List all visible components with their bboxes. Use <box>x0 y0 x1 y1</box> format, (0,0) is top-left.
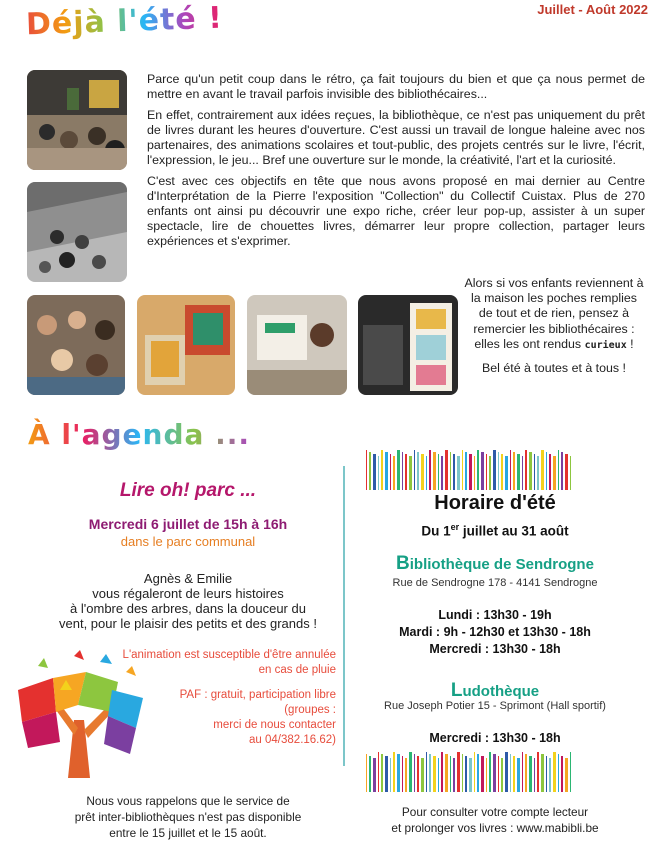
stripe <box>510 450 511 490</box>
toy-library-address: Rue Joseph Potier 15 - Sprimont (Hall sportif) <box>384 700 606 712</box>
photo-kids-3 <box>247 295 347 395</box>
stripe <box>429 450 431 490</box>
stripe <box>546 452 547 490</box>
stripe <box>493 754 496 792</box>
photo-kids-1-image <box>27 295 125 395</box>
photo-kids-4-image <box>358 295 458 395</box>
toy-library-name <box>360 680 630 702</box>
stripe <box>481 452 484 490</box>
stripe <box>474 456 475 490</box>
stripe <box>529 756 532 792</box>
stripe <box>486 758 487 792</box>
stripe <box>373 758 376 792</box>
library-hours-tuesday: Mardi : 9h - 12h30 et 13h30 - 18h <box>399 625 591 639</box>
stripe <box>421 454 424 490</box>
stripe <box>393 456 395 490</box>
library-hours <box>360 607 630 658</box>
stripe <box>477 754 479 792</box>
stripe <box>565 454 568 490</box>
stripe <box>366 450 367 490</box>
toy-library-hours: Mercredi : 13h30 - 18h <box>429 731 561 745</box>
stripe <box>505 752 508 792</box>
stripe <box>373 454 376 490</box>
stripe <box>433 452 436 490</box>
stripe <box>561 756 563 792</box>
stripe <box>390 454 391 490</box>
stripe <box>465 756 467 792</box>
stripe <box>553 752 556 792</box>
stripe <box>453 758 455 792</box>
toy-library-initial: L <box>450 680 463 701</box>
intro-paragraph-1: Parce qu'un petit coup dans le rétro, ça fait toujours du bien et que ça nous permet de mettre en avant le travail parfois invisible des bibliothécaires... <box>147 72 645 101</box>
stripe <box>397 754 400 792</box>
photo-kids-2-image <box>137 295 235 395</box>
library-initial: B <box>396 553 410 574</box>
stripe <box>474 752 475 792</box>
stripe <box>393 752 395 792</box>
stripe <box>409 752 412 792</box>
stripe <box>549 454 551 490</box>
stripe <box>445 754 448 792</box>
stripe <box>525 450 527 490</box>
photo-exhibition-2 <box>27 182 127 282</box>
stripe <box>385 452 388 490</box>
stripe <box>390 758 391 792</box>
toy-library-name-rest: udothèque <box>462 683 540 700</box>
intro-paragraph-2: En effet, contrairement aux idées reçues, la bibliothèque, ce n'est pas uniquement du prêt de livres durant les heures d'ouverture. C'est aussi un travail de longue haleine avec nos partenaires, des animations scolaires et tout-public, des projets centrés sur le livre, l'écrit, l'expression, le jeu... Bref une ouverture sur le monde, la créativité, l'art et la curiosité. <box>147 108 645 167</box>
stripe <box>426 456 427 490</box>
stripe <box>462 450 463 490</box>
stripe <box>381 450 383 490</box>
stripe <box>522 456 523 490</box>
online-account-line-1: Pour consulter votre compte lecteur <box>401 805 589 819</box>
stripe <box>505 456 508 490</box>
stripe <box>501 758 503 792</box>
online-account-notice <box>360 804 630 836</box>
stripe <box>541 450 544 490</box>
stripe <box>369 452 371 490</box>
tree-illustration <box>8 650 148 778</box>
intro-paragraph-3: C'est avec ces objectifs en tête que nous avons proposé en mai dernier au Centre d'Interprétation de la Pierre l'exposition "Collection" du Collectif Cuistax. Plus de 270 enfants ont ainsi pu découvrir une expo riche, créer leur pop-up, assister à un super spectacle, lire de chouettes livres, démarrer leur propre collection, partager leurs expériences et s'exprimer. <box>147 174 645 248</box>
stripe <box>369 756 371 792</box>
stripe <box>493 450 496 490</box>
stripe <box>417 452 419 490</box>
stripe <box>409 456 412 490</box>
hours-range-end: juillet au 31 août <box>459 523 569 539</box>
hours-range-sup: er <box>450 522 460 532</box>
stripe <box>522 752 523 792</box>
library-address: Rue de Sendrogne 178 - 4141 Sendrogne <box>392 577 598 589</box>
stripe <box>534 454 535 490</box>
stripe <box>426 752 427 792</box>
event-line-4: vent, pour le plaisir des petits et des grands ! <box>59 616 317 631</box>
library-hours-wednesday: Mercredi : 13h30 - 18h <box>429 642 561 656</box>
column-divider <box>343 466 345 766</box>
stripe <box>534 758 535 792</box>
closing-text-main: Alors si vos enfants reviennent à la maison les poches remplies de tout et de rien, pensez à remercier les bibliothécaires : elles les ont rendus <box>464 276 644 351</box>
stripe <box>498 452 499 490</box>
event-description <box>40 571 336 631</box>
stripe <box>453 454 455 490</box>
stripe <box>565 758 568 792</box>
stripe <box>498 756 499 792</box>
event-hosts: Agnès & Emilie <box>143 571 233 586</box>
stripe <box>378 456 379 490</box>
interlibrary-line-2: prêt inter-bibliothèques n'est pas disponible <box>74 810 302 824</box>
hours-title: Horaire d'été <box>434 492 556 514</box>
hours-range <box>360 522 630 539</box>
event-date: Mercredi 6 juillet de 15h à 16h <box>88 516 288 532</box>
stripe <box>513 756 515 792</box>
stripe <box>414 754 415 792</box>
interlibrary-notice <box>40 793 336 841</box>
photo-exhibition-2-image <box>27 182 127 282</box>
decorative-stripes-top <box>366 450 632 490</box>
hours-range-start: Du 1 <box>421 523 451 539</box>
online-account-line-2: et prolonger vos livres : www.mabibli.be <box>391 821 599 835</box>
stripe <box>469 758 472 792</box>
stripe <box>570 456 571 490</box>
stripe <box>441 752 443 792</box>
agenda-title: À l'agenda ... <box>28 418 251 451</box>
stripe <box>553 456 556 490</box>
stripe <box>397 450 400 490</box>
notice-line-5: merci de nous contacter <box>213 719 336 731</box>
stripe <box>541 754 544 792</box>
interlibrary-line-3: entre le 15 juillet et le 15 août. <box>109 826 267 840</box>
stripe <box>402 756 403 792</box>
photo-exhibition-1-image <box>27 70 127 170</box>
stripe <box>402 452 403 490</box>
stripe <box>465 452 467 490</box>
notice-line-4: (groupes : <box>284 704 336 716</box>
tree-illustration-image <box>8 650 148 778</box>
stripe <box>441 456 443 490</box>
stripe <box>405 758 407 792</box>
stripe <box>549 758 551 792</box>
stripe <box>501 454 503 490</box>
stripe <box>385 756 388 792</box>
stripe <box>481 756 484 792</box>
stripe <box>414 450 415 490</box>
photo-exhibition-1 <box>27 70 127 170</box>
notice-line-1: L'animation est susceptible d'être annulée <box>122 649 336 661</box>
stripe <box>462 754 463 792</box>
stripe <box>450 452 451 490</box>
stripe <box>517 758 520 792</box>
event-place: dans le parc communal <box>120 534 256 549</box>
stripe <box>450 756 451 792</box>
event-line-2: vous régaleront de leurs histoires <box>92 586 284 601</box>
stripe <box>570 752 571 792</box>
interlibrary-line-1: Nous vous rappelons que le service de <box>86 794 290 808</box>
stripe <box>489 752 491 792</box>
stripe <box>561 452 563 490</box>
stripe <box>537 752 539 792</box>
stripe <box>489 456 491 490</box>
stripe <box>558 450 559 490</box>
stripe <box>433 756 436 792</box>
stripe <box>438 454 439 490</box>
notice-line-3: PAF : gratuit, participation libre <box>179 689 336 701</box>
notice-line-2: en cas de pluie <box>258 664 336 676</box>
library-hours-monday: Lundi : 13h30 - 19h <box>438 608 552 622</box>
stripe <box>405 454 407 490</box>
photo-kids-3-image <box>247 295 347 395</box>
stripe <box>529 452 532 490</box>
stripe <box>525 754 527 792</box>
notice-line-6: au 04/382.16.62) <box>249 734 336 746</box>
closing-text-end: ! <box>626 336 634 351</box>
library-name <box>360 553 630 575</box>
stripe <box>457 456 460 490</box>
summer-greeting: Bel été à toutes et à tous ! <box>482 361 626 376</box>
stripe <box>537 456 539 490</box>
intro-text <box>147 72 645 255</box>
stripe <box>445 450 448 490</box>
event-line-3: à l'ombre des arbres, dans la douceur du <box>70 601 306 616</box>
stripe <box>457 752 460 792</box>
stripe <box>438 758 439 792</box>
stripe <box>366 754 367 792</box>
stripe <box>510 754 511 792</box>
issue-date: Juillet - Août 2022 <box>537 2 648 17</box>
decorative-stripes-bottom <box>366 752 632 792</box>
stripe <box>477 450 479 490</box>
page-title: Déjà l'été ! <box>25 0 224 43</box>
closing-text <box>464 276 644 376</box>
curious-word: curieux <box>584 339 627 351</box>
event-title: Lire oh! parc ... <box>119 480 257 501</box>
photo-kids-1 <box>27 295 125 395</box>
stripe <box>429 754 431 792</box>
stripe <box>546 756 547 792</box>
stripe <box>486 454 487 490</box>
photo-kids-4 <box>358 295 458 395</box>
stripe <box>517 454 520 490</box>
stripe <box>469 454 472 490</box>
stripe <box>417 756 419 792</box>
stripe <box>513 452 515 490</box>
photo-kids-2 <box>137 295 235 395</box>
stripe <box>381 754 383 792</box>
stripe <box>558 754 559 792</box>
stripe <box>421 758 424 792</box>
stripe <box>378 752 379 792</box>
library-name-rest: ibliothèque de Sendrogne <box>409 556 594 573</box>
